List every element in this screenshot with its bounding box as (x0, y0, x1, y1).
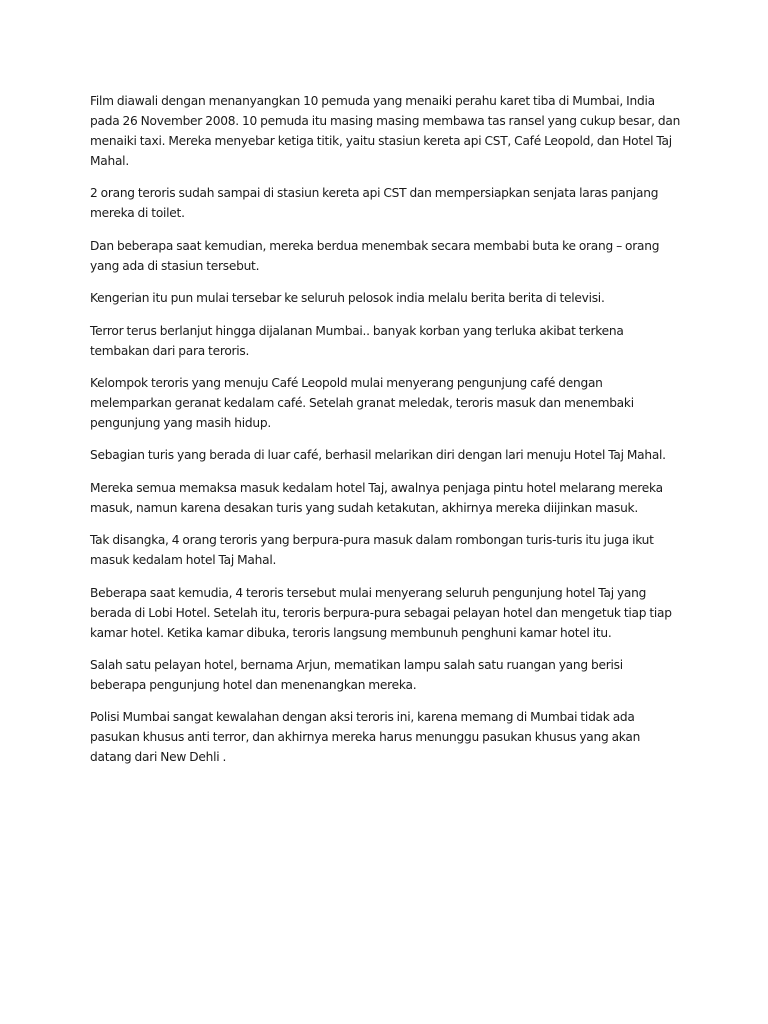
paragraph-2: 2 orang teroris sudah sampai di stasiun kereta api CST dan mempersiapkan senjata laras panjang mereka di toilet. (90, 186, 659, 221)
paragraph-5: Terror terus berlanjut hingga dijalanan Mumbai.. banyak korban yang terluka akibat terkena tembakan dari para teroris. (90, 323, 624, 358)
paragraph-12: Polisi Mumbai sangat kewalahan dengan aksi teroris ini, karena memang di Mumbai tidak ada pasukan khusus anti terror, dan akhirnya mereka harus menunggu pasukan khusus yang akan datang dari New Dehli . (90, 710, 641, 765)
paragraph-6: Kelompok teroris yang menuju Café Leopold mulai menyerang pengunjung café dengan melemparkan geranat kedalam café. Setelah granat meledak, teroris masuk dan menembaki pengunjung yang masih hidup. (90, 375, 634, 430)
paragraph-9: Tak disangka, 4 orang teroris yang berpura-pura masuk dalam rombongan turis-turis itu juga ikut masuk kedalam hotel Taj Mahal. (90, 533, 654, 568)
paragraph-4: Kengerian itu pun mulai tersebar ke seluruh pelosok india melalu berita berita di televisi. (90, 291, 605, 306)
paragraph-1: Film diawali dengan menanyangkan 10 pemuda yang menaiki perahu karet tiba di Mumbai, India pada 26 November 2008. 10 pemuda itu masing masing membawa tas ransel yang cukup besar, dan menaiki taxi. Mereka menyebar ketiga titik, yaitu stasiun kereta api CST, Café Leopold, dan Hotel Taj Mahal. (90, 94, 681, 168)
paragraph-3: Dan beberapa saat kemudian, mereka berdua menembak secara membabi buta ke orang – orang yang ada di stasiun tersebut. (90, 238, 660, 273)
paragraph-8: Mereka semua memaksa masuk kedalam hotel Taj, awalnya penjaga pintu hotel melarang mereka masuk, namun karena desakan turis yang sudah ketakutan, akhirnya mereka diijinkan masuk. (90, 480, 663, 515)
paragraph-10: Beberapa saat kemudia, 4 teroris tersebut mulai menyerang seluruh pengunjung hotel Taj yang berada di Lobi Hotel. Setelah itu, teroris berpura-pura sebagai pelayan hotel dan mengetuk tiap tiap kamar hotel. Ketika kamar dibuka, teroris langsung membunuh penghuni kamar hotel itu. (90, 585, 672, 640)
paragraph-11: Salah satu pelayan hotel, bernama Arjun, mematikan lampu salah satu ruangan yang berisi beberapa pengunjung hotel dan menenangkan mereka. (90, 657, 623, 692)
document-body (90, 91, 682, 767)
paragraph-7: Sebagian turis yang berada di luar café, berhasil melarikan diri dengan lari menuju Hotel Taj Mahal. (90, 448, 666, 463)
